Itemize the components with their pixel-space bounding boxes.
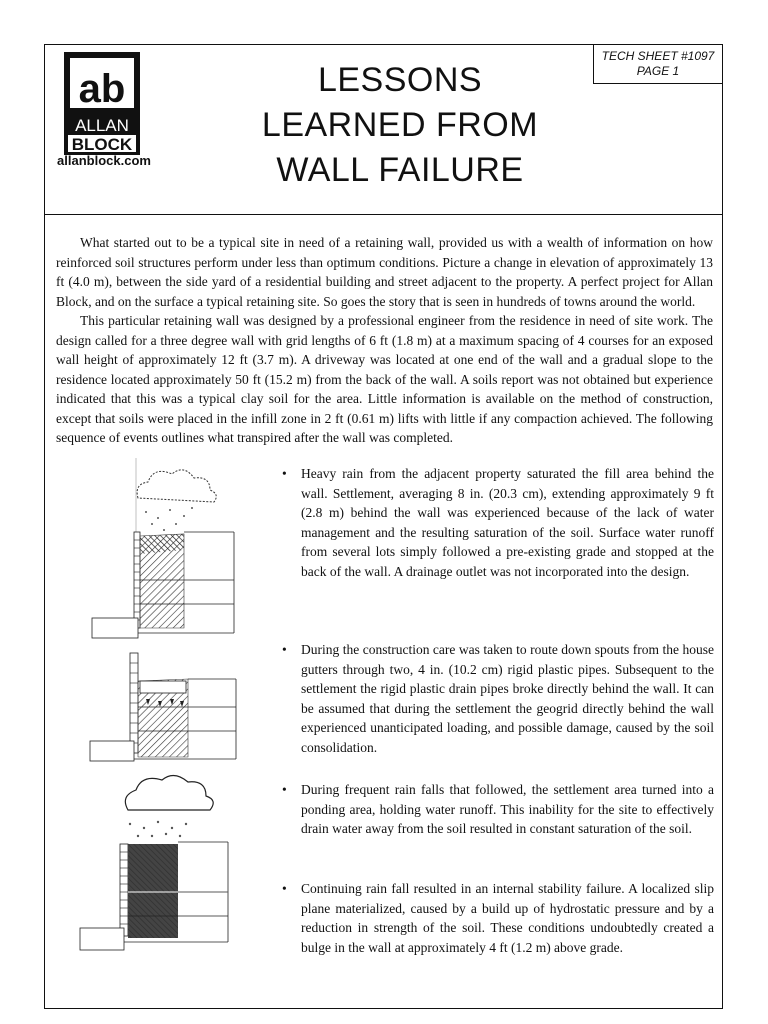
settlement-diagram bbox=[88, 458, 238, 643]
ground-base bbox=[92, 618, 138, 638]
page-title bbox=[230, 58, 570, 193]
title-line-3: WALL FAILURE bbox=[276, 151, 524, 189]
page-number: PAGE 1 bbox=[636, 64, 680, 78]
bullet-marker: • bbox=[282, 881, 287, 896]
broken-pipe-diagram bbox=[88, 647, 238, 767]
allan-block-logo bbox=[64, 52, 140, 155]
logo-text-allan: ALLAN bbox=[75, 116, 129, 135]
tech-sheet-number: TECH SHEET #1097 bbox=[601, 49, 715, 63]
intro-text bbox=[56, 233, 713, 448]
bullet-marker: • bbox=[282, 466, 287, 481]
cloud-icon bbox=[137, 470, 216, 502]
bullet-item-4 bbox=[282, 879, 714, 957]
rain-drops bbox=[145, 507, 193, 531]
bullet-item-1 bbox=[282, 464, 714, 581]
intro-paragraph-1: What started out to be a typical site in need of a retaining wall, provided us with a wealth of information on how reinforced soil structures perform under less than optimum conditions. Picture a change in elevation of approximately 13 ft (4.0 m), between the side yard of a residential building and street adjacent to the property. A perfect project for Allan Block, and on the surface a typical retaining site. So goes the story that is seen in hundreds of towns around the world. bbox=[56, 235, 713, 309]
bullet-text: During the construction care was taken to route down spouts from the house gutters through two, 4 in. (10.2 cm) rigid plastic pipes. Subsequent to the settlement the rigid plastic drain pipes broke directly behind the wall. It can be assumed that during the settlement the geogrid directly behind the wall experienced unanticipated loading, and possible damage, caused by the soil consolidation. bbox=[301, 642, 714, 755]
logo-url: allanblock.com bbox=[57, 153, 151, 168]
logo-ab-mark: ab bbox=[78, 67, 126, 111]
bullet-marker: • bbox=[282, 642, 287, 657]
bullet-text: Heavy rain from the adjacent property saturated the fill area behind the wall. Settlement, averaging 8 in. (20.3 cm), extending approximately 9 ft (2.8 m) behind the wall was experienced because of the lack of water management and the resulting saturation of the soil. Surface water runoff from several lots simply followed a pre-existing grade and stopped at the back of the wall. A drainage outlet was not incorporated into the design. bbox=[301, 466, 714, 579]
tech-sheet-box bbox=[593, 44, 723, 84]
bullet-marker: • bbox=[282, 782, 287, 797]
bullet-text: Continuing rain fall resulted in an internal stability failure. A localized slip plane materialized, caused by a build up of hydrostatic pressure and by a reduction in strength of the soil. These conditions undoubtedly created a bulge in the wall at approximately 4 ft (1.2 m) above grade. bbox=[301, 881, 714, 955]
rain-drops bbox=[129, 821, 187, 837]
bullet-text: During frequent rain falls that followed, the settlement area turned into a ponding area, holding water runoff. This inability for the site to effectively drain water away from the soil resulted in constant saturation of the soil. bbox=[301, 782, 714, 836]
bullet-item-2 bbox=[282, 640, 714, 757]
intro-paragraph-2: This particular retaining wall was designed by a professional engineer from the residence in need of site work. The design called for a three degree wall with grid lengths of 6 ft (1.8 m) at a maximum spacing of 4 courses for an exposed wall height of approximately 12 ft (3.7 m). A driveway was located at one end of the wall and a gradual slope to the residence located approximately 50 ft (15.2 m) from the back of the wall. A soils report was not obtained but experience indicated that this was a typical clay soil for the area. Little information is available on the method of construction, except that soils were placed in the infill zone in 2 ft (0.61 m) lifts with little if any compaction achieved. The following sequence of events outlines what transpired after the wall was completed. bbox=[56, 313, 713, 445]
cloud-icon bbox=[125, 775, 213, 810]
logo-text-block: BLOCK bbox=[71, 135, 133, 154]
drain-pipe bbox=[140, 681, 186, 693]
ponding-diagram bbox=[78, 772, 238, 954]
title-line-1: LESSONS bbox=[317, 61, 483, 99]
bullet-item-3 bbox=[282, 780, 714, 839]
title-line-2: LEARNED FROM bbox=[261, 106, 539, 144]
header-divider bbox=[44, 214, 723, 215]
